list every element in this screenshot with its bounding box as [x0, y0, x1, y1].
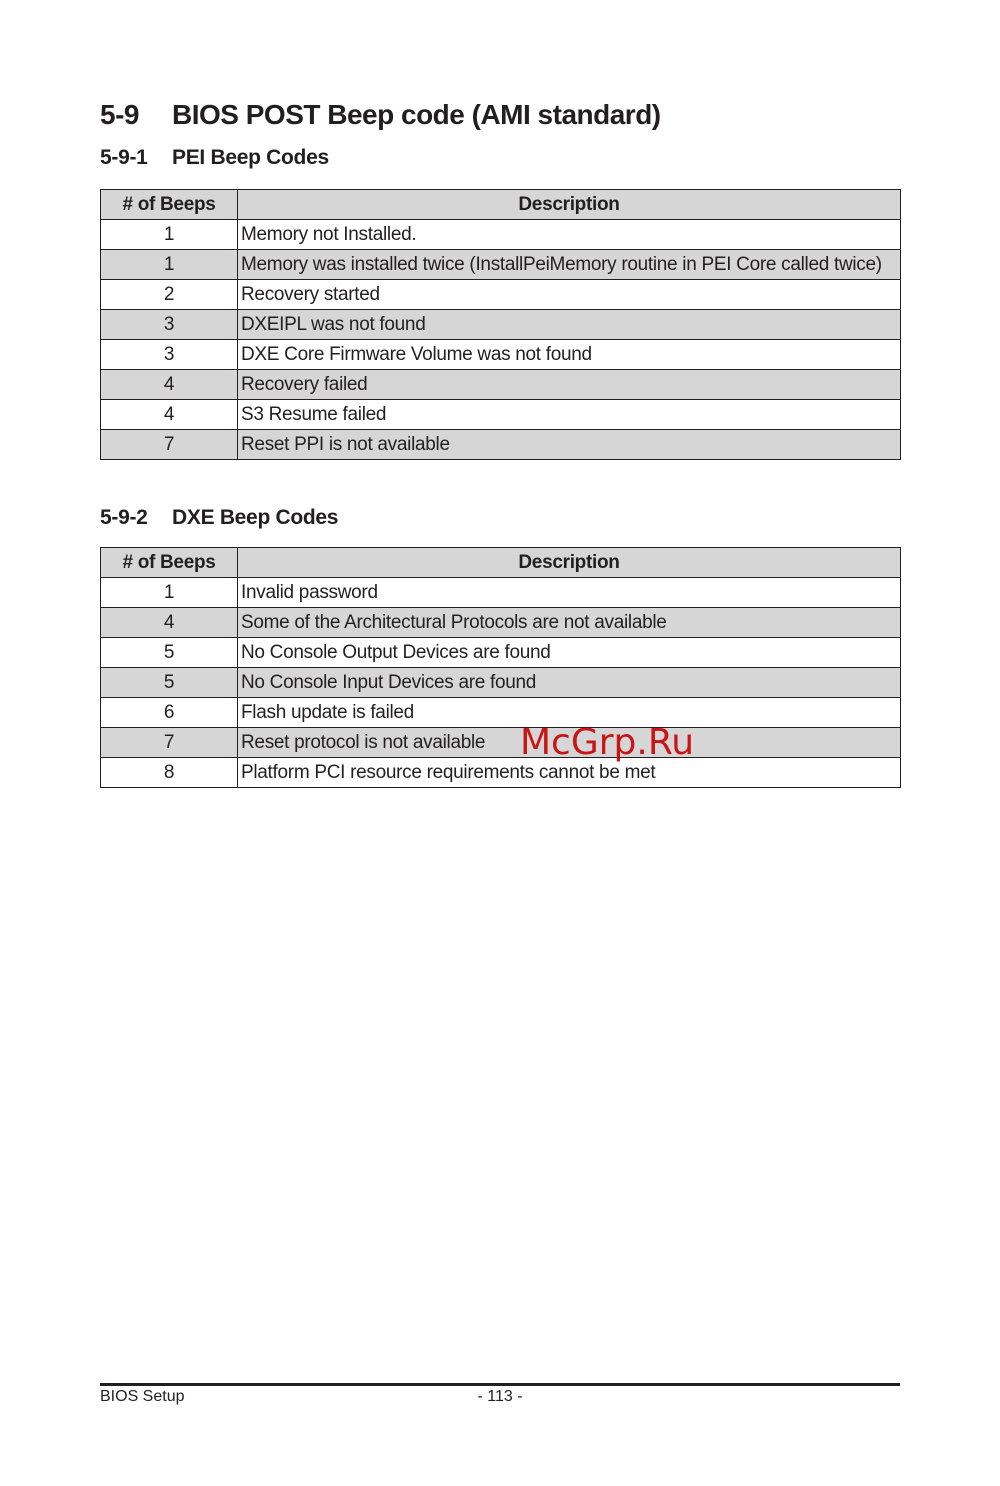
- table-header-row: [101, 190, 901, 220]
- beep-count: 1: [101, 578, 238, 608]
- beep-description: Flash update is failed: [238, 698, 901, 728]
- pei-subsection-title-text: PEI Beep Codes: [172, 146, 329, 169]
- beep-count: 1: [101, 250, 238, 280]
- table-row: [101, 698, 901, 728]
- beep-description: Reset PPI is not available: [238, 430, 901, 460]
- footer-divider: [100, 1383, 900, 1386]
- watermark: McGrp.Ru: [520, 722, 695, 763]
- section-title: [100, 99, 661, 131]
- beep-count: 4: [101, 370, 238, 400]
- column-header-description: Description: [238, 548, 901, 578]
- beep-description: Memory was installed twice (InstallPeiMemory routine in PEI Core called twice): [238, 250, 901, 280]
- table-row: [101, 638, 901, 668]
- table-row: [101, 400, 901, 430]
- column-header-description: Description: [238, 190, 901, 220]
- beep-description: No Console Output Devices are found: [238, 638, 901, 668]
- table-row: [101, 668, 901, 698]
- table-header-row: [101, 548, 901, 578]
- table-row: [101, 310, 901, 340]
- dxe-subsection-number: 5-9-2: [100, 506, 148, 529]
- beep-count: 4: [101, 400, 238, 430]
- table-row: [101, 728, 901, 758]
- beep-count: 7: [101, 728, 238, 758]
- table-row: [101, 370, 901, 400]
- beep-count: 3: [101, 310, 238, 340]
- beep-description: Invalid password: [238, 578, 901, 608]
- footer-section-name: BIOS Setup: [100, 1388, 185, 1405]
- beep-count: 7: [101, 430, 238, 460]
- beep-description: Recovery failed: [238, 370, 901, 400]
- beep-count: 5: [101, 638, 238, 668]
- table-row: [101, 250, 901, 280]
- page-number: - 113 -: [477, 1388, 523, 1405]
- beep-description: S3 Resume failed: [238, 400, 901, 430]
- pei-beep-table: [100, 189, 901, 460]
- beep-description: Recovery started: [238, 280, 901, 310]
- beep-count: 2: [101, 280, 238, 310]
- beep-description: Platform PCI resource requirements cannot be met: [238, 758, 901, 788]
- beep-count: 8: [101, 758, 238, 788]
- table-row: [101, 220, 901, 250]
- column-header-beeps: # of Beeps: [101, 548, 238, 578]
- beep-description: No Console Input Devices are found: [238, 668, 901, 698]
- column-header-beeps: # of Beeps: [101, 190, 238, 220]
- beep-count: 3: [101, 340, 238, 370]
- dxe-subsection-title: [100, 506, 338, 530]
- dxe-subsection-title-text: DXE Beep Codes: [172, 506, 339, 529]
- table-row: [101, 758, 901, 788]
- beep-description: Some of the Architectural Protocols are not available: [238, 608, 901, 638]
- beep-description: DXE Core Firmware Volume was not found: [238, 340, 901, 370]
- beep-count: 1: [101, 220, 238, 250]
- pei-subsection-title: [100, 146, 329, 170]
- table-row: [101, 578, 901, 608]
- table-row: [101, 340, 901, 370]
- table-row: [101, 280, 901, 310]
- document-page: [100, 0, 900, 1486]
- section-title-text: BIOS POST Beep code (AMI standard): [172, 99, 661, 130]
- beep-count: 5: [101, 668, 238, 698]
- pei-subsection-number: 5-9-1: [100, 146, 148, 169]
- dxe-beep-table: [100, 547, 901, 788]
- beep-description: Memory not Installed.: [238, 220, 901, 250]
- beep-count: 4: [101, 608, 238, 638]
- table-row: [101, 608, 901, 638]
- beep-count: 6: [101, 698, 238, 728]
- table-row: [101, 430, 901, 460]
- beep-description: Reset protocol is not available: [238, 728, 901, 758]
- beep-description: DXEIPL was not found: [238, 310, 901, 340]
- section-number: 5-9: [100, 99, 139, 130]
